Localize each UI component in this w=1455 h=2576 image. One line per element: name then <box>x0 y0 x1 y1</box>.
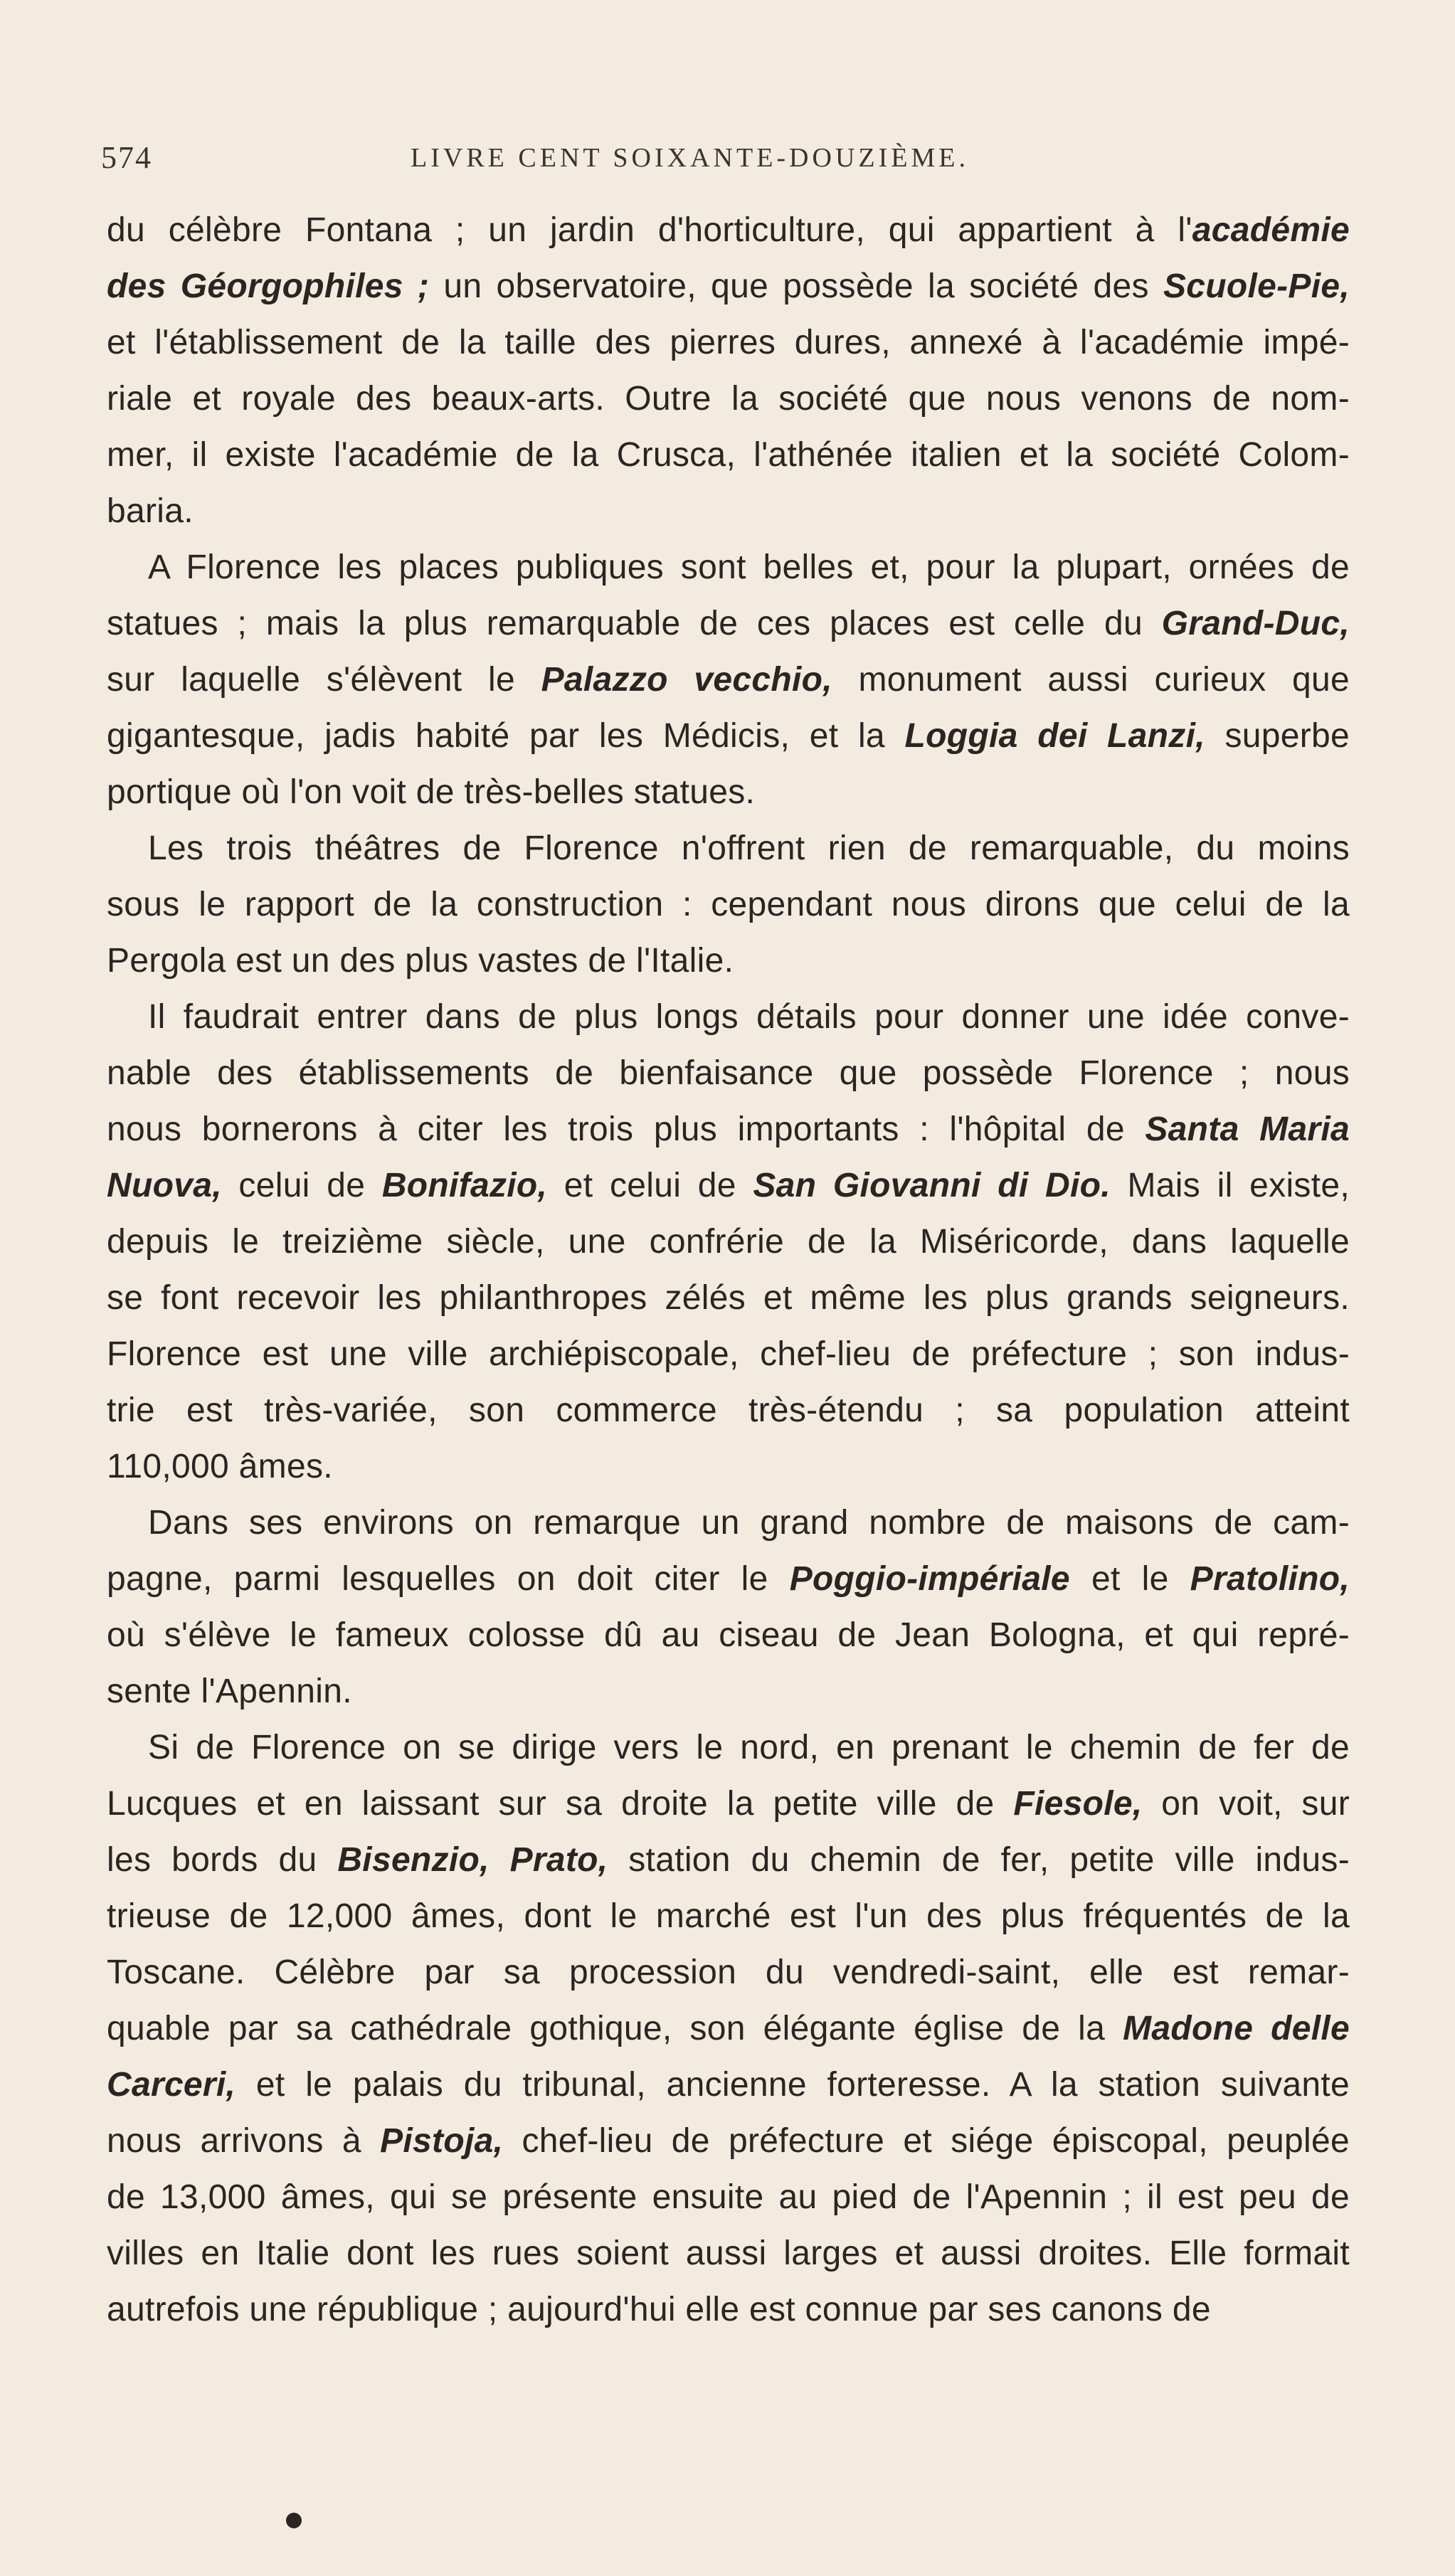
text-run: un observatoire, que possède la société des <box>429 267 1163 305</box>
text-line <box>107 1832 1350 1888</box>
text-line <box>107 652 1350 708</box>
text-line <box>107 876 1350 933</box>
text-run: Les trois théâtres de Florence n'offrent rien de remarquable, du moins <box>148 829 1350 867</box>
text-line <box>107 2057 1350 2113</box>
text-run: on voit, sur <box>1142 1785 1350 1823</box>
text-run: se font recevoir les philanthropes zélés et même les plus grands seigneurs. <box>107 1279 1350 1317</box>
italic-term: Grand-Duc, <box>1161 605 1350 642</box>
text-line <box>107 1944 1350 2000</box>
text-run: Florence est une ville archiépiscopale, chef-lieu de préfecture ; son indus- <box>107 1335 1350 1373</box>
text-run: chef-lieu de préfecture et siége épiscopal, peuplée <box>503 2122 1350 2160</box>
text-run: trieuse de 12,000 âmes, dont le marché est l'un des plus fréquentés de la <box>107 1897 1350 1935</box>
text-run: autrefois une république ; aujourd'hui elle est connue par ses canons de <box>107 2291 1211 2328</box>
text-line <box>107 595 1350 652</box>
text-line <box>107 1607 1350 1663</box>
text-line <box>107 258 1350 314</box>
text-run: portique où l'on voit de très-belles statues. <box>107 773 756 811</box>
italic-term: Madone delle <box>1123 2010 1350 2047</box>
text-run: baria. <box>107 492 194 530</box>
text-run: depuis le treizième siècle, une confrérie de la Miséricorde, dans laquelle <box>107 1223 1350 1261</box>
text-run: pagne, parmi lesquelles on doit citer le <box>107 1560 790 1598</box>
italic-term: Loggia dei Lanzi, <box>904 717 1205 755</box>
text-run: monument aussi curieux que <box>832 661 1350 699</box>
text-line <box>107 1663 1350 1719</box>
text-run: et celui de <box>547 1167 753 1204</box>
text-run: Il faudrait entrer dans de plus longs détails pour donner une idée conve- <box>148 998 1350 1036</box>
text-run: A Florence les places publiques sont belles et, pour la plupart, ornées de <box>148 548 1350 586</box>
text-line <box>107 2169 1350 2225</box>
italic-term: Scuole-Pie, <box>1163 267 1350 305</box>
italic-term: Pratolino, <box>1190 1560 1350 1598</box>
text-line <box>107 933 1350 989</box>
text-run: riale et royale des beaux-arts. Outre la société que nous venons de nom- <box>107 380 1350 418</box>
text-run: station du chemin de fer, petite ville indus- <box>608 1841 1350 1879</box>
text-line <box>107 1326 1350 1382</box>
text-line <box>107 539 1350 595</box>
text-line <box>107 1495 1350 1551</box>
text-run: où s'élève le fameux colosse dû au ciseau de Jean Bologna, et qui repré- <box>107 1616 1350 1654</box>
text-line <box>107 1719 1350 1776</box>
italic-term: Nuova, <box>107 1167 222 1204</box>
text-run: villes en Italie dont les rues soient aussi larges et aussi droites. Elle formait <box>107 2235 1350 2272</box>
text-line <box>107 2281 1350 2338</box>
italic-term: Santa Maria <box>1145 1111 1350 1148</box>
text-run: et l'établissement de la taille des pierres dures, annexé à l'académie impé- <box>107 324 1350 361</box>
text-line <box>107 1157 1350 1214</box>
text-run: sente l'Apennin. <box>107 1673 352 1710</box>
text-run: mer, il existe l'académie de la Crusca, l'athénée italien et la société Colom- <box>107 436 1350 474</box>
text-run: et le palais du tribunal, ancienne forteresse. A la station suivante <box>236 2066 1350 2104</box>
text-run: Toscane. Célèbre par sa procession du vendredi-saint, elle est remar- <box>107 1954 1350 1991</box>
text-run: Lucques et en laissant sur sa droite la petite ville de <box>107 1785 1014 1823</box>
text-line <box>107 314 1350 371</box>
italic-term: Bisenzio, Prato, <box>337 1841 608 1879</box>
text-run: 110,000 âmes. <box>107 1448 333 1485</box>
text-run: les bords du <box>107 1841 338 1879</box>
text-line <box>107 1270 1350 1326</box>
text-line <box>107 708 1350 764</box>
text-line <box>107 989 1350 1045</box>
text-run: celui de <box>221 1167 382 1204</box>
text-line <box>107 1045 1350 1101</box>
text-run: Pergola est un des plus vastes de l'Italie. <box>107 942 734 980</box>
text-line <box>107 202 1350 258</box>
text-run: Dans ses environs on remarque un grand nombre de maisons de cam- <box>148 1504 1350 1542</box>
italic-term: San Giovanni di Dio. <box>753 1167 1111 1204</box>
text-line <box>107 2113 1350 2169</box>
italic-term: Pistoja, <box>380 2122 504 2160</box>
text-run: Si de Florence on se dirige vers le nord, en prenant le chemin de fer de <box>148 1729 1350 1766</box>
text-line <box>107 427 1350 483</box>
text-line <box>107 1551 1350 1607</box>
text-line <box>107 820 1350 876</box>
running-title: LIVRE CENT SOIXANTE-DOUZIÈME. <box>411 143 969 173</box>
page-number: 574 <box>101 140 152 175</box>
text-line <box>107 1776 1350 1832</box>
text-run: statues ; mais la plus remarquable de ces places est celle du <box>107 605 1162 642</box>
italic-term: Palazzo vecchio, <box>541 661 832 699</box>
text-run: nous arrivons à <box>107 2122 381 2160</box>
page-header <box>101 139 1364 189</box>
text-line <box>107 1438 1350 1495</box>
text-run: nous bornerons à citer les trois plus importants : l'hôpital de <box>107 1111 1146 1148</box>
text-run: gigantesque, jadis habité par les Médicis, et la <box>107 717 905 755</box>
text-run: du célèbre Fontana ; un jardin d'horticulture, qui appartient à l' <box>107 211 1192 249</box>
italic-term: des Géorgophiles ; <box>107 267 430 305</box>
text-line <box>107 2225 1350 2281</box>
italic-term: Poggio-impériale <box>789 1560 1070 1598</box>
ink-dot <box>286 2513 302 2528</box>
text-run: sur laquelle s'élèvent le <box>107 661 541 699</box>
text-line <box>107 1214 1350 1270</box>
italic-term: académie <box>1192 211 1350 249</box>
text-run: Mais il existe, <box>1110 1167 1350 1204</box>
text-line <box>107 1101 1350 1157</box>
text-line <box>107 371 1350 427</box>
text-run: trie est très-variée, son commerce très-étendu ; sa population atteint <box>107 1392 1350 1429</box>
text-line <box>107 764 1350 820</box>
text-line <box>107 2000 1350 2057</box>
italic-term: Fiesole, <box>1013 1785 1143 1823</box>
text-run: et le <box>1069 1560 1190 1598</box>
body-text <box>107 202 1350 2338</box>
text-run: nable des établissements de bienfaisance que possède Florence ; nous <box>107 1054 1350 1092</box>
text-run: superbe <box>1205 717 1350 755</box>
text-run: sous le rapport de la construction : cependant nous dirons que celui de la <box>107 886 1350 923</box>
text-run: de 13,000 âmes, qui se présente ensuite au pied de l'Apennin ; il est peu de <box>107 2178 1350 2216</box>
italic-term: Carceri, <box>107 2066 236 2104</box>
text-line <box>107 1382 1350 1438</box>
text-run: quable par sa cathédrale gothique, son élégante église de la <box>107 2010 1123 2047</box>
text-line <box>107 483 1350 539</box>
text-line <box>107 1888 1350 1944</box>
italic-term: Bonifazio, <box>381 1167 548 1204</box>
